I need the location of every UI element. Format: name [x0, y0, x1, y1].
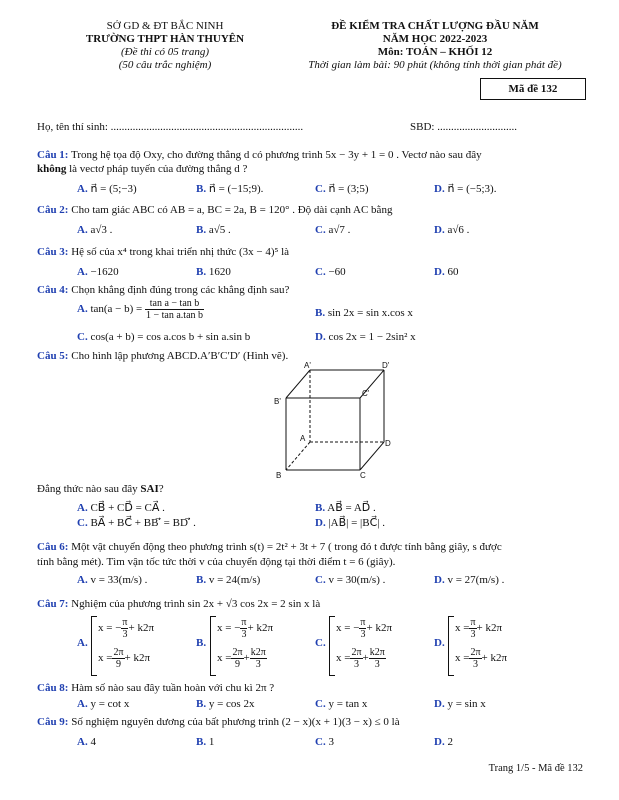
q5-option-b[interactable] — [315, 501, 376, 514]
q4-option-a[interactable] — [77, 298, 204, 321]
q4-option-b[interactable] — [315, 307, 413, 319]
option-label: D. — [315, 517, 326, 529]
option-text: 2 — [447, 736, 453, 748]
question-3 — [37, 246, 289, 258]
formula-part: + — [243, 652, 250, 665]
question-text: Số nghiệm nguyên dương của bất phương trình (2 − x)(x + 1)(3 − x) ≤ 0 là — [68, 716, 400, 728]
option-label: A. — [77, 224, 88, 236]
option-label: D. — [434, 224, 445, 236]
q1-option-b[interactable] — [196, 182, 263, 195]
option-label: B. — [196, 698, 207, 710]
option-label: D. — [434, 698, 445, 710]
student-id-field: SBD: ............................. — [410, 121, 517, 133]
question-1-line2 — [37, 163, 247, 175]
question-number: Câu 2: — [37, 204, 69, 216]
q9-option-c[interactable] — [315, 736, 334, 748]
question-number: Câu 1: — [37, 149, 69, 161]
question-text: Chọn khẳng định đúng trong các khẳng định sau? — [68, 284, 290, 296]
exam-title: ĐỀ KIỂM TRA CHẤT LƯỢNG ĐẦU NĂM — [331, 20, 539, 32]
denominator: 9 — [235, 659, 240, 670]
q2-option-d[interactable] — [434, 224, 469, 236]
q3-option-c[interactable] — [315, 266, 346, 278]
q6-option-d[interactable] — [434, 574, 504, 586]
question-text: Hàm số nào sau đây tuần hoàn với chu kì 2π ? — [68, 682, 275, 694]
page-count: (Đề thi có 05 trang) — [121, 46, 209, 58]
option-label: B. — [196, 224, 207, 236]
option-label: A. — [77, 266, 88, 278]
question-count: (50 câu trắc nghiệm) — [118, 59, 212, 71]
denominator: 1 − tan a.tan b — [146, 310, 204, 321]
numerator: 2π — [113, 647, 124, 658]
bracket — [329, 616, 335, 676]
numerator: tan a − tan b — [145, 298, 204, 310]
option-label: A. — [77, 698, 88, 710]
q7-option-d[interactable] — [434, 637, 445, 649]
exam-code-box: Mã đề 132 — [480, 78, 586, 100]
formula-part: x = − — [98, 622, 122, 635]
q2-option-c[interactable] — [315, 224, 350, 236]
option-label: B. — [315, 502, 326, 514]
hidden-edge — [286, 442, 310, 470]
edge — [286, 370, 310, 398]
option-label: C. — [315, 266, 326, 278]
q1-option-c[interactable] — [315, 182, 369, 195]
vertex-label: D — [385, 439, 391, 448]
question-number: Câu 8: — [37, 682, 69, 694]
option-text: n⃗ = (−5;3). — [447, 183, 497, 195]
vertex-label: C' — [362, 389, 370, 398]
vertex-label: A' — [304, 362, 311, 370]
option-text: a√6 . — [447, 224, 470, 236]
q7-b-root1 — [217, 617, 273, 640]
denominator: 3 — [255, 659, 261, 670]
bracket — [91, 616, 97, 676]
q2-option-b[interactable] — [196, 224, 231, 236]
vertex-label: A — [300, 434, 306, 443]
question-2 — [37, 204, 392, 216]
option-label: B. — [196, 183, 207, 195]
formula-part: + k2π — [366, 622, 392, 635]
option-label: D. — [434, 736, 445, 748]
question-text: Nghiệm của phương trình sin 2x + √3 cos 2x = 2 sin x là — [68, 598, 321, 610]
option-label: B. — [196, 637, 207, 649]
numerator: 2π — [351, 647, 362, 658]
option-label: B. — [196, 736, 207, 748]
option-text: CB⃗ + CD⃗ = CA⃗ . — [90, 502, 165, 514]
option-text: 1 — [208, 736, 215, 748]
formula-part: + k2π — [247, 622, 273, 635]
vertex-label: D' — [382, 362, 390, 370]
option-label: C. — [315, 637, 326, 649]
option-label: C. — [77, 331, 88, 343]
fraction — [145, 298, 204, 321]
q4-option-d[interactable] — [315, 331, 416, 343]
numerator: π — [360, 617, 366, 628]
option-text: BA⃗ + BC⃗ + BB′⃗ = BD′⃗ . — [90, 517, 196, 529]
q1-option-d[interactable] — [434, 182, 496, 195]
school-year: NĂM HỌC 2022-2023 — [382, 33, 488, 45]
q7-c-root1 — [336, 617, 392, 640]
question-number: Câu 5: — [37, 350, 69, 362]
q7-c-root2 — [336, 647, 386, 670]
numerator: π — [470, 617, 476, 628]
option-text: 60 — [447, 266, 459, 278]
emphasis: không — [37, 163, 67, 175]
bracket — [210, 616, 216, 676]
option-label: C. — [315, 224, 326, 236]
option-label: A. — [77, 303, 88, 316]
option-label: D. — [434, 183, 445, 195]
formula-part: + k2π — [124, 652, 151, 665]
denominator: 3 — [374, 659, 380, 670]
emphasis: SAI — [140, 483, 159, 495]
formula-part: x = — [336, 652, 351, 665]
q6-option-c[interactable] — [315, 574, 385, 586]
option-label: C. — [315, 698, 326, 710]
question-text: ? — [158, 483, 164, 495]
vertex-label: C — [360, 471, 366, 480]
formula-part: x = − — [217, 622, 241, 635]
denominator: 3 — [473, 659, 478, 670]
denominator: 3 — [470, 629, 476, 640]
question-text: là vectơ pháp tuyến của đường thẳng d ? — [66, 163, 248, 175]
q7-d-root2 — [455, 647, 507, 670]
formula-part: x = — [98, 652, 113, 665]
q9-option-a[interactable] — [77, 736, 96, 748]
formula-part: x = — [217, 652, 232, 665]
q8-option-b[interactable] — [196, 698, 254, 710]
q2-option-a[interactable] — [77, 224, 112, 236]
option-text: y = tan x — [328, 698, 368, 710]
option-text: v = 27(m/s) . — [447, 574, 505, 586]
option-label: A. — [77, 637, 88, 649]
question-number: Câu 3: — [37, 246, 69, 258]
question-number: Câu 9: — [37, 716, 69, 728]
formula-part: x = — [455, 622, 470, 635]
q9-option-d[interactable] — [434, 736, 453, 748]
formula-part: x = — [455, 652, 470, 665]
question-number: Câu 4: — [37, 284, 69, 296]
option-text: v = 30(m/s) . — [328, 574, 386, 586]
question-5 — [37, 350, 288, 362]
q7-b-root2 — [217, 647, 267, 670]
option-label: D. — [434, 574, 445, 586]
question-number: Câu 7: — [37, 598, 69, 610]
option-text: sin 2x = sin x.cos x — [327, 307, 413, 319]
option-text: y = cot x — [90, 698, 130, 710]
option-text: a√3 . — [90, 224, 113, 236]
formula-part: x = − — [336, 622, 360, 635]
option-label: A. — [77, 736, 88, 748]
q4-option-c[interactable] — [77, 331, 250, 343]
q8-option-c[interactable] — [315, 698, 367, 710]
option-label: A. — [77, 502, 88, 514]
option-text: tan(a − b) = — [90, 303, 143, 316]
q7-d-root1 — [455, 617, 502, 640]
option-label: D. — [434, 637, 445, 649]
question-7 — [37, 598, 320, 610]
q8-option-a[interactable] — [77, 698, 129, 710]
denominator: 3 — [122, 629, 128, 640]
q6-option-b[interactable] — [196, 574, 260, 586]
option-label: B. — [196, 266, 207, 278]
q1-option-a[interactable] — [77, 182, 137, 195]
formula-part: + k2π — [481, 652, 508, 665]
q5-option-d[interactable] — [315, 516, 385, 529]
question-text: Một vật chuyển động theo phương trình s(t) = 2t² + 3t + 7 ( trong đó t được tính bằng giây, s được — [68, 541, 502, 553]
numerator: 2π — [232, 647, 243, 658]
q3-option-a[interactable] — [77, 266, 119, 278]
option-text: 1620 — [208, 266, 231, 278]
option-text: n⃗ = (3;5) — [328, 183, 369, 195]
option-label: C. — [77, 517, 88, 529]
numerator: k2π — [369, 647, 385, 658]
option-text: n⃗ = (−15;9). — [208, 183, 264, 195]
option-label: D. — [315, 331, 326, 343]
q7-option-a[interactable] — [77, 637, 88, 649]
option-text: |AB⃗| = |BC⃗| . — [328, 517, 385, 529]
department-name: SỞ GD & ĐT BẮC NINH — [106, 20, 224, 32]
question-text: Trong hệ tọa độ Oxy, cho đường thẳng d có phương trình 5x − 3y + 1 = 0 . Vectơ nào sau đây — [68, 149, 482, 161]
option-text: v = 33(m/s) . — [90, 574, 148, 586]
question-text: Hệ số của x⁴ trong khai triển nhị thức (3x − 4)⁵ là — [68, 246, 290, 258]
q3-option-d[interactable] — [434, 266, 458, 278]
q7-a-root2 — [98, 647, 150, 670]
q3-option-b[interactable] — [196, 266, 231, 278]
option-text: v = 24(m/s) — [208, 574, 261, 586]
denominator: 3 — [354, 659, 359, 670]
question-1 — [37, 149, 482, 161]
option-text: −1620 — [90, 266, 119, 278]
vertex-label: B — [276, 471, 282, 480]
formula-part: + k2π — [128, 622, 154, 635]
option-text: y = cos 2x — [208, 698, 255, 710]
q8-option-d[interactable] — [434, 698, 486, 710]
option-text: 4 — [90, 736, 96, 748]
option-text: AB⃗ = AD⃗ . — [327, 502, 376, 514]
q5-option-c[interactable] — [77, 516, 196, 529]
option-label: B. — [315, 307, 326, 319]
question-6 — [37, 541, 502, 553]
question-text: Đẳng thức nào sau đây — [37, 483, 141, 495]
numerator: 2π — [470, 647, 481, 658]
cube-figure — [270, 362, 400, 480]
denominator: 9 — [116, 659, 121, 670]
option-label: A. — [77, 574, 88, 586]
q9-option-b[interactable] — [196, 736, 214, 748]
q7-option-c[interactable] — [315, 637, 326, 649]
question-4 — [37, 284, 289, 296]
denominator: 3 — [360, 629, 366, 640]
question-text: Cho tam giác ABC có AB = a, BC = 2a, B = 120° . Độ dài cạnh AC bằng — [68, 204, 393, 216]
question-9 — [37, 716, 400, 728]
option-text: 3 — [328, 736, 334, 748]
student-name-field: Họ, tên thí sinh: ...................................................................... — [37, 121, 304, 133]
question-6-line2 — [37, 556, 395, 568]
question-number: Câu 6: — [37, 541, 69, 553]
q6-option-a[interactable] — [77, 574, 147, 586]
school-name: TRƯỜNG THPT HÀN THUYÊN — [85, 33, 245, 45]
option-text: cos 2x = 1 − 2sin² x — [328, 331, 416, 343]
option-text: a√5 . — [208, 224, 231, 236]
question-5-stem — [37, 483, 164, 495]
option-label: C. — [315, 574, 326, 586]
question-text: Cho hình lập phương ABCD.A′B′C′D′ (Hình vẽ). — [68, 350, 289, 362]
option-label: B. — [196, 574, 207, 586]
option-text: n⃗ = (5;−3) — [90, 183, 137, 195]
question-text: tính bằng mét). Tìm vận tốc tức thời v của chuyển động tại thời điểm t = 6 (giây). — [37, 556, 396, 568]
q7-option-b[interactable] — [196, 637, 206, 649]
option-text: cos(a + b) = cos a.cos b + sin a.sin b — [90, 331, 251, 343]
option-text: a√7 . — [328, 224, 351, 236]
bracket — [448, 616, 454, 676]
numerator: π — [122, 617, 128, 628]
option-label: C. — [315, 736, 326, 748]
subject: Môn: TOÁN – KHỐI 12 — [377, 46, 493, 58]
vertex-label: B' — [274, 397, 281, 406]
formula-part: + k2π — [476, 622, 503, 635]
option-label: A. — [77, 183, 88, 195]
q5-option-a[interactable] — [77, 501, 165, 514]
time-limit: Thời gian làm bài: 90 phút (không tính thời gian phát đề) — [308, 59, 562, 71]
option-label: C. — [315, 183, 326, 195]
question-8 — [37, 682, 274, 694]
option-text: −60 — [328, 266, 346, 278]
numerator: k2π — [250, 647, 266, 658]
formula-part: + — [362, 652, 369, 665]
denominator: 3 — [241, 629, 247, 640]
option-text: y = sin x — [447, 698, 486, 710]
edge — [360, 442, 384, 470]
numerator: π — [241, 617, 247, 628]
option-label: D. — [434, 266, 445, 278]
q7-a-root1 — [98, 617, 154, 640]
page-footer: Trang 1/5 - Mã đề 132 — [488, 763, 583, 774]
